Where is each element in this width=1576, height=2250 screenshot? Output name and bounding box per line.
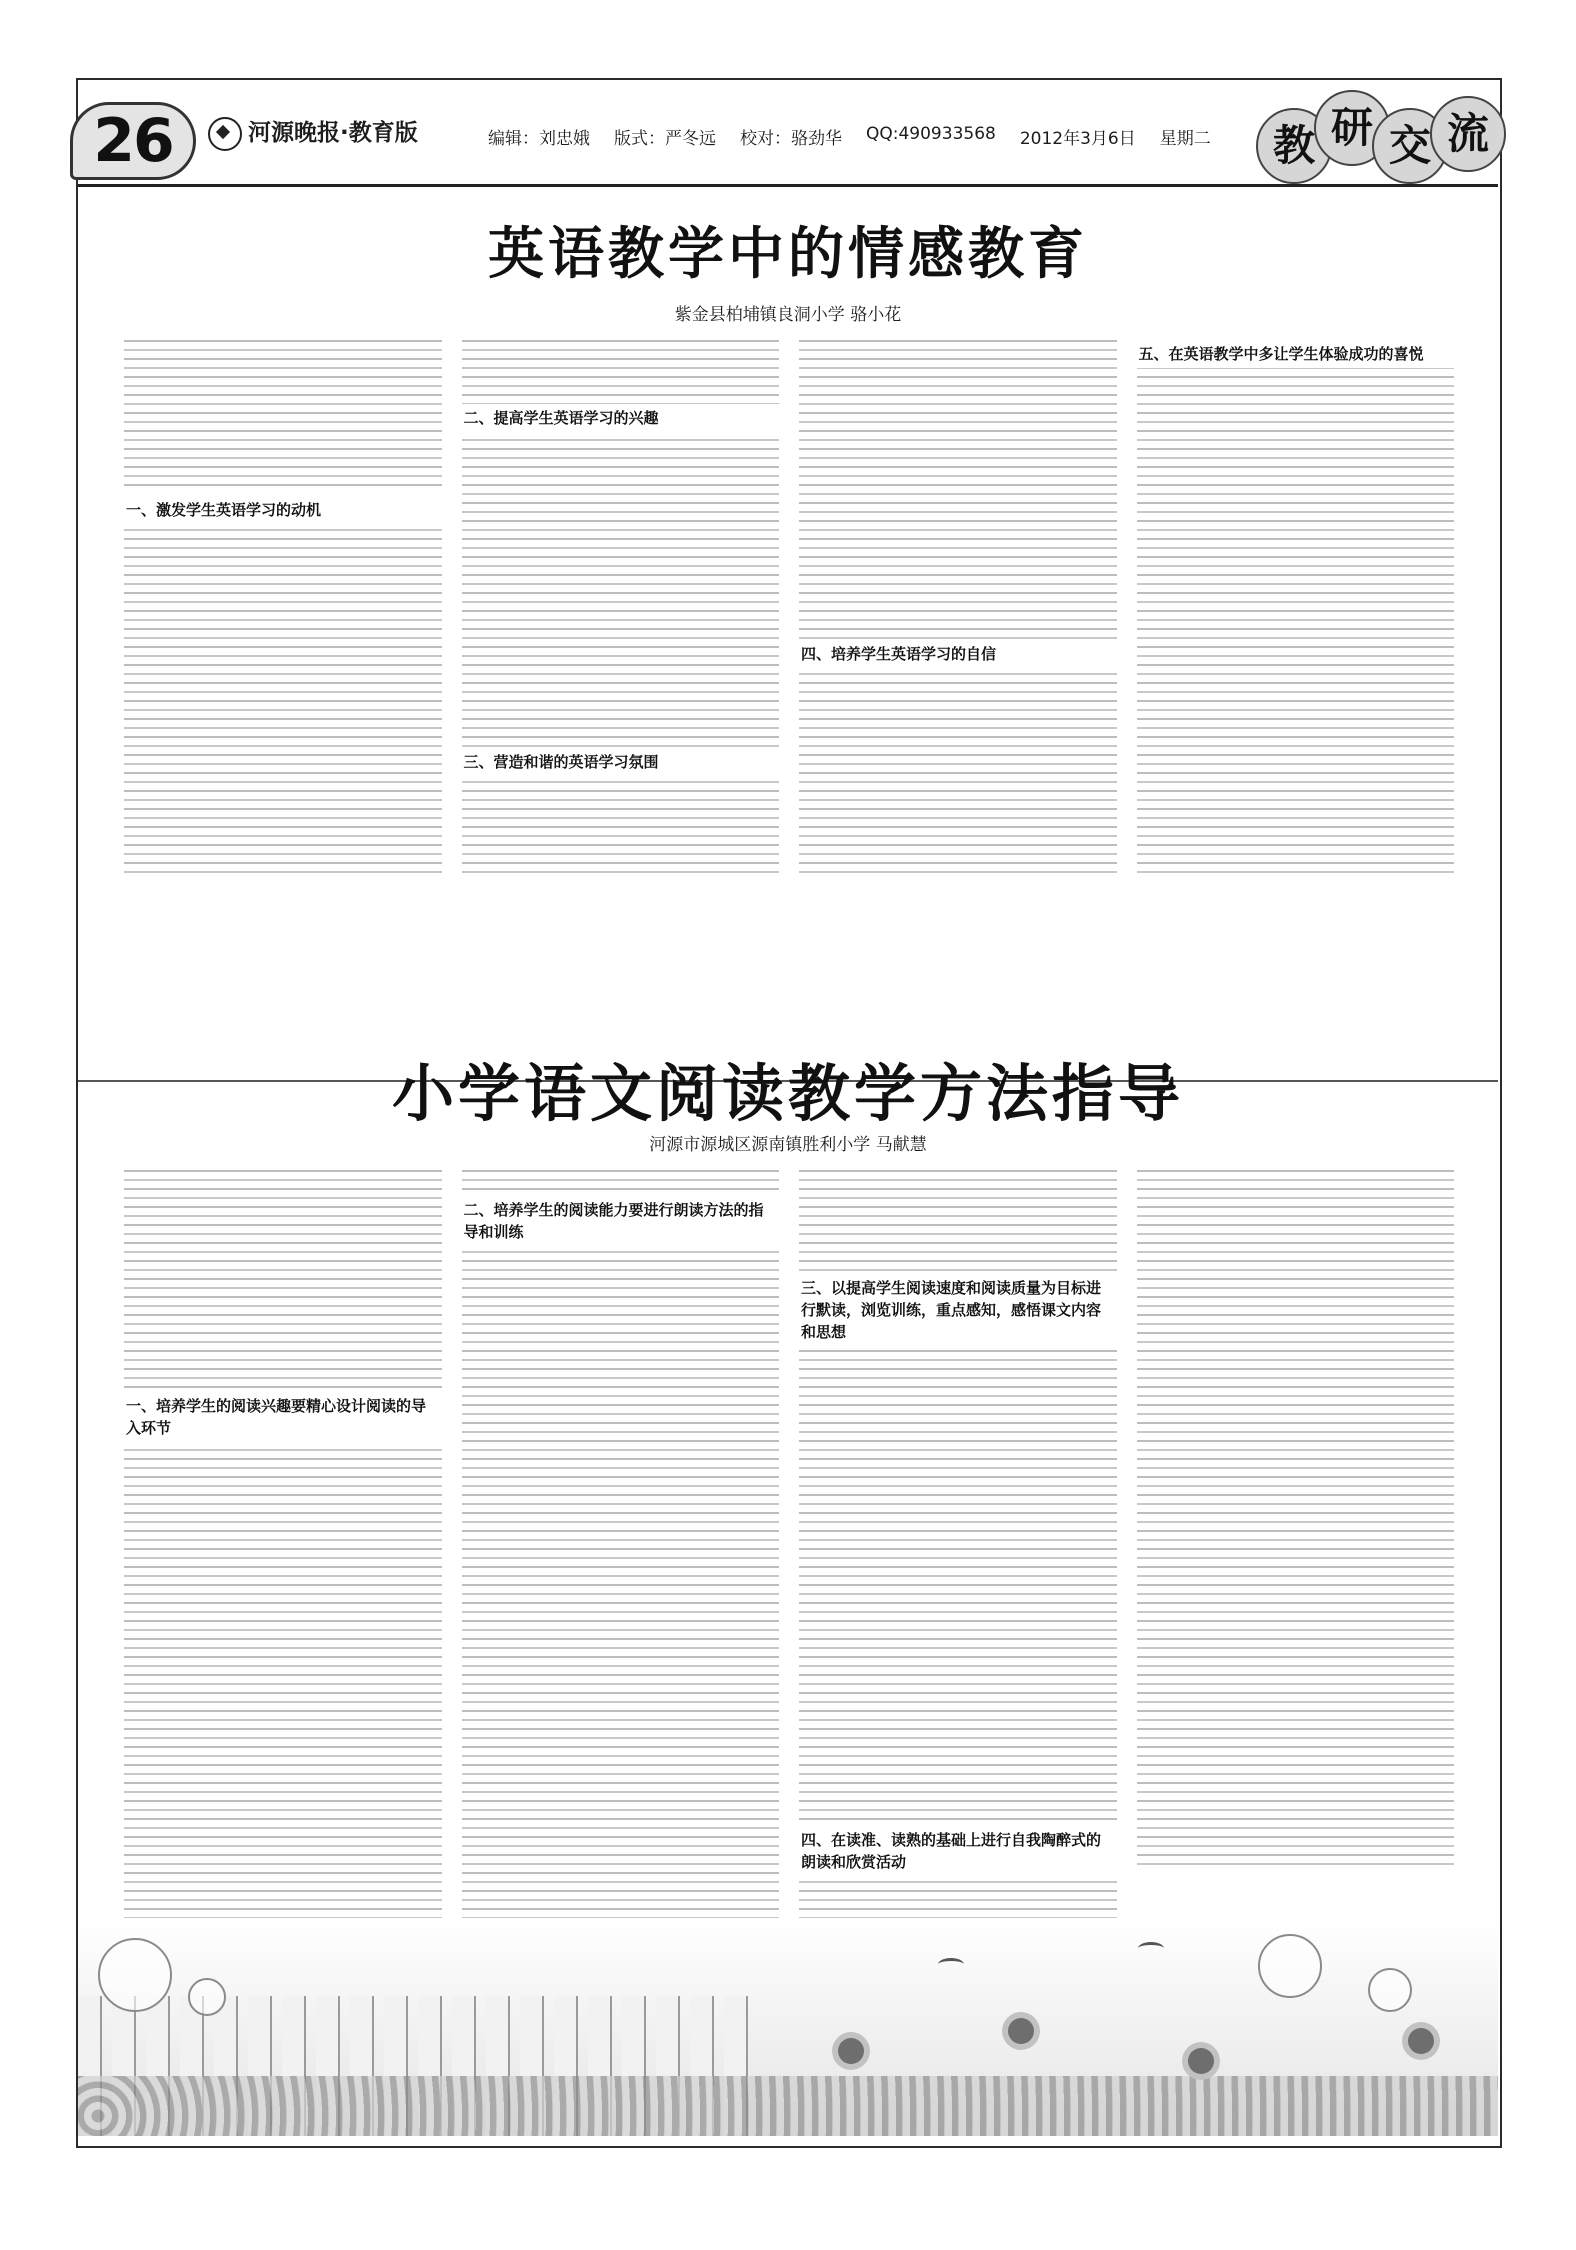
text-column [462, 1170, 780, 1930]
contact-qq: QQ:490933568 [866, 124, 996, 144]
article-body [124, 340, 1454, 880]
flower-icon [1188, 2048, 1214, 2074]
page-number: 26 [70, 102, 196, 180]
bubble-icon [98, 1938, 172, 2012]
header-meta [488, 124, 1211, 149]
bubble-icon [1258, 1934, 1322, 1998]
page-header [70, 80, 1506, 200]
section-heading: 二、培养学生的阅读能力要进行朗读方法的指导和训练 [462, 1196, 780, 1246]
brand-name: 河源晚报·教育版 [248, 120, 418, 146]
section-heading: 五、在英语教学中多让学生体验成功的喜悦 [1137, 340, 1455, 368]
article-title: 英语教学中的情感教育 [488, 222, 1088, 287]
newspaper-logo-icon [208, 117, 242, 151]
section-heading: 三、以提高学生阅读速度和阅读质量为目标进行默读，浏览训练，重点感知，感悟课文内容和思想 [799, 1274, 1117, 1346]
text-column [1137, 340, 1455, 880]
issue-date: 2012年3月6日 [1019, 129, 1136, 149]
text-column [799, 340, 1117, 880]
article-title: 小学语文阅读教学方法指导 [391, 1057, 1184, 1130]
section-heading: 一、激发学生英语学习的动机 [124, 496, 442, 524]
text-column [799, 1170, 1117, 1930]
editor-credit: 编辑：刘忠娥 [488, 129, 590, 149]
section-heading: 四、培养学生英语学习的自信 [799, 640, 1117, 668]
flower-icon [838, 2038, 864, 2064]
bird-icon [1138, 1942, 1164, 1955]
article-byline: 河源市源城区源南镇胜利小学 马献慧 [649, 1135, 927, 1155]
newspaper-brand [208, 114, 418, 151]
bubble-icon [188, 1978, 226, 2016]
text-column [124, 1170, 442, 1930]
text-column [1137, 1170, 1455, 1930]
column-char: 交 [1372, 108, 1448, 184]
decorative-illustration [78, 1918, 1498, 2136]
text-column [124, 340, 442, 880]
section-heading: 三、营造和谐的英语学习氛围 [462, 748, 780, 776]
flower-icon [1408, 2028, 1434, 2054]
column-char: 教 [1256, 108, 1332, 184]
article-body [124, 1170, 1454, 1930]
column-char: 流 [1430, 96, 1506, 172]
layout-credit: 版式：严冬远 [614, 129, 716, 149]
header-rule [78, 184, 1498, 187]
proofreader-credit: 校对：骆劲华 [740, 129, 842, 149]
section-heading: 一、培养学生的阅读兴趣要精心设计阅读的导入环节 [124, 1392, 442, 1442]
column-name [1256, 90, 1506, 190]
text-column [462, 340, 780, 880]
column-char: 研 [1314, 90, 1390, 166]
flower-icon [1008, 2018, 1034, 2044]
section-heading: 四、在读准、读熟的基础上进行自我陶醉式的朗读和欣赏活动 [799, 1826, 1117, 1876]
section-heading: 二、提高学生英语学习的兴趣 [462, 404, 780, 432]
article-byline: 紫金县柏埔镇良洞小学 骆小花 [674, 305, 902, 325]
bird-icon [938, 1958, 964, 1971]
issue-weekday: 星期二 [1159, 129, 1211, 149]
flower-bed-illustration [78, 2076, 1498, 2136]
bubble-icon [1368, 1968, 1412, 2012]
